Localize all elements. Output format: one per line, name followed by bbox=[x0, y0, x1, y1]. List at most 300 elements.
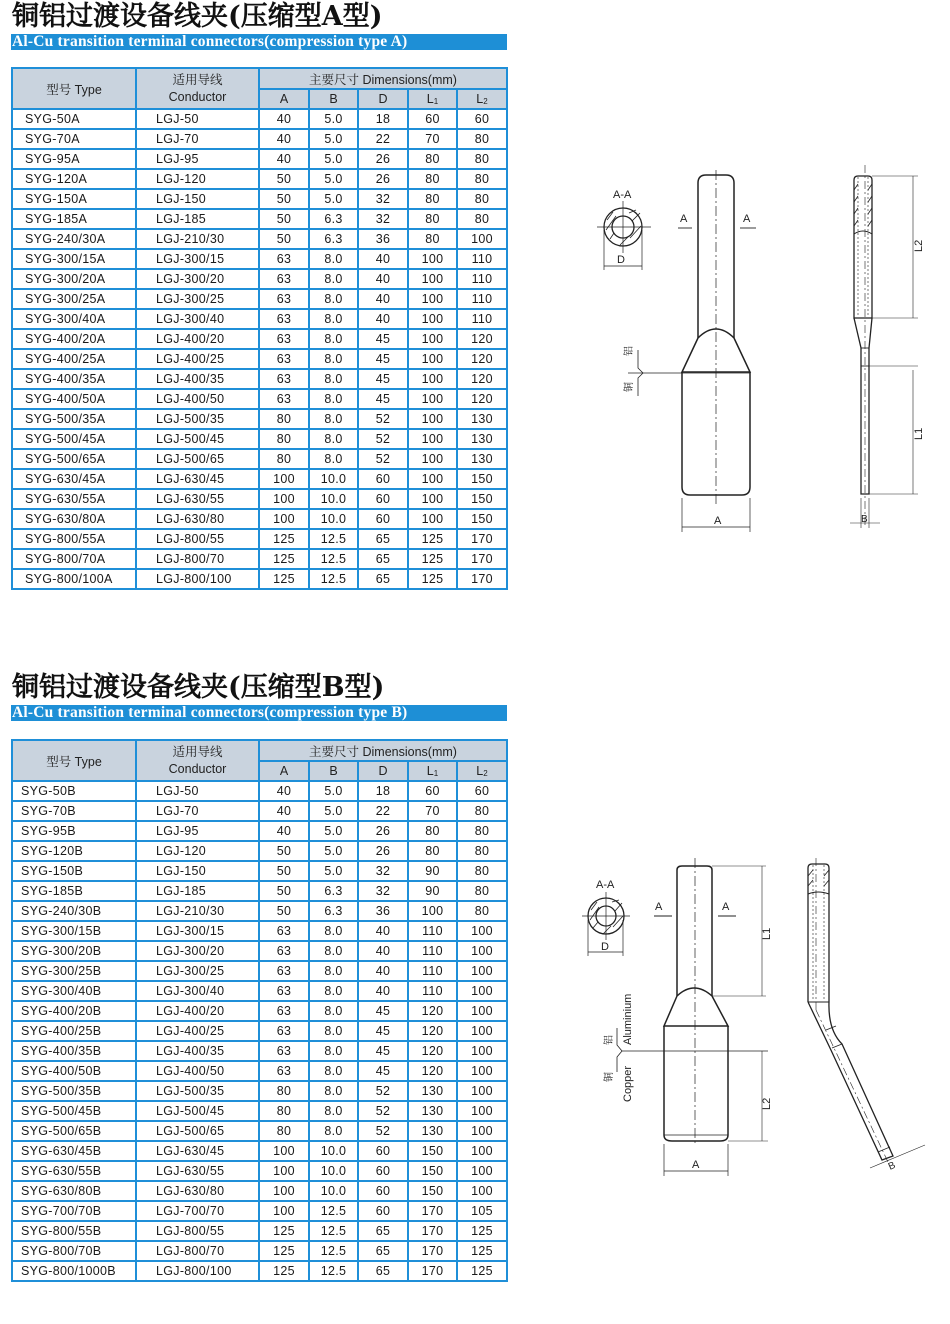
cell-d: 65 bbox=[358, 569, 408, 589]
header-col-l1-letter: L bbox=[426, 92, 434, 106]
cell-d: 22 bbox=[358, 129, 408, 149]
cell-conductor: LGJ-300/15 bbox=[136, 921, 259, 941]
cell-conductor: LGJ-500/35 bbox=[136, 409, 259, 429]
cell-model: SYG-400/20A bbox=[12, 329, 136, 349]
cell-l2: 80 bbox=[457, 149, 507, 169]
cell-l2: 100 bbox=[457, 1081, 507, 1101]
cell-conductor: LGJ-630/55 bbox=[136, 489, 259, 509]
cell-conductor: LGJ-700/70 bbox=[136, 1201, 259, 1221]
side-barrel-outline bbox=[808, 864, 829, 1002]
cell-conductor: LGJ-300/40 bbox=[136, 309, 259, 329]
cell-model: SYG-240/30B bbox=[12, 901, 136, 921]
cell-d: 45 bbox=[358, 389, 408, 409]
cell-model: SYG-800/55A bbox=[12, 529, 136, 549]
header-conductor-cn: 适用导线 bbox=[172, 744, 223, 759]
cell-b: 12.5 bbox=[309, 549, 358, 569]
cell-l2: 100 bbox=[457, 1041, 507, 1061]
cell-l2: 170 bbox=[457, 529, 507, 549]
cell-l1: 100 bbox=[408, 369, 457, 389]
cell-b: 5.0 bbox=[309, 189, 358, 209]
cell-a: 80 bbox=[259, 449, 309, 469]
cell-b: 5.0 bbox=[309, 821, 358, 841]
section-a-spec-table bbox=[11, 67, 508, 590]
material-label-al: 铝 bbox=[604, 1035, 615, 1045]
cell-model: SYG-300/25A bbox=[12, 289, 136, 309]
cell-a: 80 bbox=[259, 1081, 309, 1101]
cell-conductor: LGJ-800/70 bbox=[136, 549, 259, 569]
cell-a: 50 bbox=[259, 229, 309, 249]
cell-model: SYG-70B bbox=[12, 801, 136, 821]
cell-l2: 125 bbox=[457, 1241, 507, 1261]
cell-model: SYG-400/25B bbox=[12, 1021, 136, 1041]
cell-model: SYG-185A bbox=[12, 209, 136, 229]
table-row bbox=[12, 389, 507, 409]
cell-model: SYG-500/35B bbox=[12, 1081, 136, 1101]
table-row bbox=[12, 1261, 507, 1281]
side-blade-centerline bbox=[816, 1010, 888, 1162]
cut-label-right: A bbox=[743, 213, 751, 225]
cell-a: 50 bbox=[259, 841, 309, 861]
side-hatching bbox=[808, 870, 829, 886]
cell-conductor: LGJ-630/55 bbox=[136, 1161, 259, 1181]
header-col-d: D bbox=[358, 761, 408, 781]
cell-conductor: LGJ-400/50 bbox=[136, 389, 259, 409]
table-row bbox=[12, 1181, 507, 1201]
cell-conductor: LGJ-500/65 bbox=[136, 449, 259, 469]
cell-l2: 80 bbox=[457, 801, 507, 821]
cell-l1: 60 bbox=[408, 109, 457, 129]
cell-d: 52 bbox=[358, 1121, 408, 1141]
cell-l1: 170 bbox=[408, 1241, 457, 1261]
cell-a: 40 bbox=[259, 149, 309, 169]
cell-b: 8.0 bbox=[309, 1001, 358, 1021]
cell-model: SYG-800/55B bbox=[12, 1221, 136, 1241]
table-row bbox=[12, 941, 507, 961]
cell-model: SYG-300/40B bbox=[12, 981, 136, 1001]
cell-a: 63 bbox=[259, 1001, 309, 1021]
cell-a: 63 bbox=[259, 329, 309, 349]
cell-a: 63 bbox=[259, 961, 309, 981]
cell-a: 100 bbox=[259, 489, 309, 509]
cell-b: 6.3 bbox=[309, 901, 358, 921]
cell-a: 63 bbox=[259, 389, 309, 409]
cell-conductor: LGJ-500/45 bbox=[136, 1101, 259, 1121]
table-row bbox=[12, 1021, 507, 1041]
header-col-b: B bbox=[309, 761, 358, 781]
cell-model: SYG-150A bbox=[12, 189, 136, 209]
dim-label-a: A bbox=[714, 515, 722, 527]
header-col-l2 bbox=[457, 89, 507, 109]
cell-b: 5.0 bbox=[309, 109, 358, 129]
cell-b: 8.0 bbox=[309, 309, 358, 329]
header-col-a: A bbox=[259, 761, 309, 781]
table-row bbox=[12, 781, 507, 801]
cell-a: 63 bbox=[259, 981, 309, 1001]
cell-l1: 80 bbox=[408, 209, 457, 229]
cell-b: 8.0 bbox=[309, 369, 358, 389]
cell-d: 32 bbox=[358, 881, 408, 901]
cell-l1: 100 bbox=[408, 309, 457, 329]
cell-conductor: LGJ-50 bbox=[136, 109, 259, 129]
cell-conductor: LGJ-800/55 bbox=[136, 1221, 259, 1241]
cell-model: SYG-500/45B bbox=[12, 1101, 136, 1121]
cell-l1: 80 bbox=[408, 841, 457, 861]
cell-l2: 110 bbox=[457, 269, 507, 289]
table-row bbox=[12, 469, 507, 489]
cell-l1: 120 bbox=[408, 1021, 457, 1041]
cell-d: 26 bbox=[358, 149, 408, 169]
cell-b: 10.0 bbox=[309, 489, 358, 509]
cell-l2: 150 bbox=[457, 509, 507, 529]
cell-model: SYG-400/35A bbox=[12, 369, 136, 389]
cell-l1: 70 bbox=[408, 129, 457, 149]
table-row bbox=[12, 229, 507, 249]
cell-b: 8.0 bbox=[309, 1101, 358, 1121]
cell-b: 6.3 bbox=[309, 881, 358, 901]
cell-l2: 130 bbox=[457, 449, 507, 469]
cell-l1: 100 bbox=[408, 409, 457, 429]
cell-l2: 100 bbox=[457, 229, 507, 249]
cell-l1: 170 bbox=[408, 1201, 457, 1221]
cell-a: 125 bbox=[259, 1221, 309, 1241]
table-row bbox=[12, 901, 507, 921]
cell-a: 100 bbox=[259, 1141, 309, 1161]
cell-l1: 100 bbox=[408, 249, 457, 269]
cell-l1: 90 bbox=[408, 861, 457, 881]
cell-model: SYG-240/30A bbox=[12, 229, 136, 249]
cell-l1: 100 bbox=[408, 449, 457, 469]
cell-model: SYG-300/15B bbox=[12, 921, 136, 941]
cell-l2: 125 bbox=[457, 1221, 507, 1241]
cell-l1: 110 bbox=[408, 921, 457, 941]
header-conductor-en: Conductor bbox=[168, 89, 227, 104]
table-row bbox=[12, 349, 507, 369]
cell-b: 5.0 bbox=[309, 129, 358, 149]
side-blade-outline bbox=[854, 318, 872, 494]
cell-a: 63 bbox=[259, 369, 309, 389]
cell-b: 5.0 bbox=[309, 169, 358, 189]
cell-d: 40 bbox=[358, 941, 408, 961]
cell-l1: 130 bbox=[408, 1081, 457, 1101]
table-row bbox=[12, 549, 507, 569]
cell-model: SYG-630/55B bbox=[12, 1161, 136, 1181]
cell-conductor: LGJ-400/35 bbox=[136, 369, 259, 389]
table-row bbox=[12, 149, 507, 169]
cell-b: 12.5 bbox=[309, 1261, 358, 1281]
material-label-cu: 铜 bbox=[604, 1072, 615, 1082]
dim-label-l2: L2 bbox=[761, 1097, 773, 1110]
cell-l2: 100 bbox=[457, 921, 507, 941]
header-conductor-cn: 适用导线 bbox=[172, 72, 223, 87]
cell-l1: 110 bbox=[408, 981, 457, 1001]
cell-b: 5.0 bbox=[309, 861, 358, 881]
cell-b: 10.0 bbox=[309, 1181, 358, 1201]
cell-l2: 100 bbox=[457, 1121, 507, 1141]
cell-model: SYG-120A bbox=[12, 169, 136, 189]
section-b-front-view bbox=[617, 858, 768, 1176]
cell-l1: 100 bbox=[408, 429, 457, 449]
side-barrel-break bbox=[808, 892, 829, 894]
cell-a: 50 bbox=[259, 169, 309, 189]
cell-l2: 150 bbox=[457, 469, 507, 489]
cell-l1: 100 bbox=[408, 901, 457, 921]
table-row bbox=[12, 1041, 507, 1061]
cell-d: 65 bbox=[358, 529, 408, 549]
material-label-cu-en: Copper bbox=[622, 1065, 634, 1102]
cell-b: 8.0 bbox=[309, 1061, 358, 1081]
cell-model: SYG-50A bbox=[12, 109, 136, 129]
cell-l1: 60 bbox=[408, 781, 457, 801]
cell-conductor: LGJ-120 bbox=[136, 169, 259, 189]
cell-l1: 100 bbox=[408, 509, 457, 529]
header-col-l2-letter: L bbox=[476, 92, 484, 106]
cell-d: 40 bbox=[358, 961, 408, 981]
cell-conductor: LGJ-300/20 bbox=[136, 941, 259, 961]
table-row bbox=[12, 369, 507, 389]
table-row bbox=[12, 409, 507, 429]
cell-a: 100 bbox=[259, 509, 309, 529]
table-row bbox=[12, 1201, 507, 1221]
cell-l2: 170 bbox=[457, 569, 507, 589]
cell-a: 50 bbox=[259, 881, 309, 901]
table-row bbox=[12, 449, 507, 469]
cell-a: 125 bbox=[259, 1261, 309, 1281]
cell-l2: 100 bbox=[457, 1021, 507, 1041]
cell-d: 45 bbox=[358, 349, 408, 369]
cell-l2: 80 bbox=[457, 881, 507, 901]
cell-model: SYG-800/100A bbox=[12, 569, 136, 589]
cell-l1: 100 bbox=[408, 349, 457, 369]
cell-l1: 125 bbox=[408, 569, 457, 589]
table-row bbox=[12, 1241, 507, 1261]
section-a-title-en-banner: Al-Cu transition terminal connectors(compression type A) bbox=[11, 34, 507, 50]
cell-conductor: LGJ-210/30 bbox=[136, 901, 259, 921]
cell-model: SYG-120B bbox=[12, 841, 136, 861]
cell-d: 32 bbox=[358, 209, 408, 229]
cell-a: 100 bbox=[259, 1181, 309, 1201]
cell-model: SYG-630/45B bbox=[12, 1141, 136, 1161]
cell-conductor: LGJ-150 bbox=[136, 861, 259, 881]
cell-conductor: LGJ-95 bbox=[136, 821, 259, 841]
table-row bbox=[12, 1161, 507, 1181]
cell-a: 80 bbox=[259, 429, 309, 449]
cell-b: 8.0 bbox=[309, 349, 358, 369]
cell-l2: 100 bbox=[457, 1061, 507, 1081]
table-row bbox=[12, 981, 507, 1001]
cell-conductor: LGJ-300/40 bbox=[136, 981, 259, 1001]
cell-model: SYG-800/70B bbox=[12, 1241, 136, 1261]
cell-b: 8.0 bbox=[309, 249, 358, 269]
cell-d: 18 bbox=[358, 781, 408, 801]
cell-b: 10.0 bbox=[309, 1141, 358, 1161]
header-col-l1 bbox=[408, 761, 457, 781]
cell-b: 8.0 bbox=[309, 449, 358, 469]
cell-d: 45 bbox=[358, 1061, 408, 1081]
cell-a: 40 bbox=[259, 821, 309, 841]
cell-b: 8.0 bbox=[309, 1041, 358, 1061]
header-col-l1 bbox=[408, 89, 457, 109]
cell-d: 60 bbox=[358, 1201, 408, 1221]
cell-a: 63 bbox=[259, 289, 309, 309]
cell-conductor: LGJ-185 bbox=[136, 881, 259, 901]
transition-taper bbox=[664, 996, 728, 1026]
cell-l1: 150 bbox=[408, 1181, 457, 1201]
cell-b: 5.0 bbox=[309, 801, 358, 821]
table-row bbox=[12, 109, 507, 129]
cell-d: 60 bbox=[358, 1141, 408, 1161]
table-row bbox=[12, 429, 507, 449]
table-row bbox=[12, 861, 507, 881]
cell-conductor: LGJ-300/25 bbox=[136, 961, 259, 981]
cell-l2: 105 bbox=[457, 1201, 507, 1221]
cell-b: 6.3 bbox=[309, 209, 358, 229]
cell-b: 8.0 bbox=[309, 409, 358, 429]
section-a-title-cn: 铜铝过渡设备线夹(压缩型A型) bbox=[12, 1, 383, 32]
dim-label-d: D bbox=[617, 254, 625, 266]
cell-d: 65 bbox=[358, 1261, 408, 1281]
table-row bbox=[12, 129, 507, 149]
cell-l2: 110 bbox=[457, 309, 507, 329]
cell-l1: 125 bbox=[408, 529, 457, 549]
header-col-l1-letter: L bbox=[426, 764, 434, 778]
cell-l2: 170 bbox=[457, 549, 507, 569]
cell-l1: 170 bbox=[408, 1221, 457, 1241]
dim-label-l2: L2 bbox=[913, 239, 925, 252]
cell-l2: 100 bbox=[457, 1161, 507, 1181]
table-row bbox=[12, 209, 507, 229]
cell-l2: 100 bbox=[457, 1001, 507, 1021]
section-a-side-view bbox=[850, 165, 918, 528]
cell-l1: 70 bbox=[408, 801, 457, 821]
cell-a: 80 bbox=[259, 1101, 309, 1121]
cell-conductor: LGJ-120 bbox=[136, 841, 259, 861]
cell-b: 12.5 bbox=[309, 529, 358, 549]
cell-a: 63 bbox=[259, 1061, 309, 1081]
cell-a: 80 bbox=[259, 1121, 309, 1141]
cell-model: SYG-400/50A bbox=[12, 389, 136, 409]
cell-d: 65 bbox=[358, 549, 408, 569]
table-row bbox=[12, 569, 507, 589]
cell-l2: 80 bbox=[457, 169, 507, 189]
cell-conductor: LGJ-95 bbox=[136, 149, 259, 169]
cell-model: SYG-500/35A bbox=[12, 409, 136, 429]
cell-conductor: LGJ-400/50 bbox=[136, 1061, 259, 1081]
section-b-title-en-banner: Al-Cu transition terminal connectors(compression type B) bbox=[11, 705, 507, 721]
cell-a: 63 bbox=[259, 1041, 309, 1061]
cell-conductor: LGJ-500/65 bbox=[136, 1121, 259, 1141]
cell-d: 52 bbox=[358, 449, 408, 469]
cell-b: 8.0 bbox=[309, 389, 358, 409]
cell-l2: 80 bbox=[457, 821, 507, 841]
cell-a: 63 bbox=[259, 921, 309, 941]
cell-d: 52 bbox=[358, 429, 408, 449]
cell-model: SYG-630/80B bbox=[12, 1181, 136, 1201]
cell-b: 8.0 bbox=[309, 1121, 358, 1141]
table-row bbox=[12, 529, 507, 549]
side-bend-mark-2 bbox=[832, 1044, 842, 1048]
cell-model: SYG-70A bbox=[12, 129, 136, 149]
cell-model: SYG-400/50B bbox=[12, 1061, 136, 1081]
cell-conductor: LGJ-630/45 bbox=[136, 1141, 259, 1161]
cell-b: 8.0 bbox=[309, 1021, 358, 1041]
cell-a: 50 bbox=[259, 189, 309, 209]
section-a-table-body bbox=[12, 109, 507, 589]
cell-a: 63 bbox=[259, 349, 309, 369]
cell-conductor: LGJ-150 bbox=[136, 189, 259, 209]
cell-conductor: LGJ-400/20 bbox=[136, 1001, 259, 1021]
cell-l2: 100 bbox=[457, 941, 507, 961]
table-row bbox=[12, 489, 507, 509]
cell-l1: 120 bbox=[408, 1041, 457, 1061]
cell-model: SYG-800/70A bbox=[12, 549, 136, 569]
cell-conductor: LGJ-300/20 bbox=[136, 269, 259, 289]
cell-d: 60 bbox=[358, 489, 408, 509]
material-label-al: 铝 bbox=[624, 346, 635, 356]
cell-l1: 100 bbox=[408, 269, 457, 289]
dim-label-l1: L1 bbox=[913, 427, 925, 440]
cell-d: 26 bbox=[358, 821, 408, 841]
cell-a: 40 bbox=[259, 781, 309, 801]
cell-b: 8.0 bbox=[309, 289, 358, 309]
cell-d: 52 bbox=[358, 1101, 408, 1121]
cell-conductor: LGJ-500/35 bbox=[136, 1081, 259, 1101]
cell-a: 63 bbox=[259, 249, 309, 269]
table-row bbox=[12, 881, 507, 901]
dim-label-d: D bbox=[601, 941, 609, 953]
cell-d: 45 bbox=[358, 369, 408, 389]
cell-l2: 80 bbox=[457, 189, 507, 209]
cell-l2: 110 bbox=[457, 289, 507, 309]
cell-l2: 130 bbox=[457, 409, 507, 429]
cell-model: SYG-300/20A bbox=[12, 269, 136, 289]
side-barrel-break bbox=[854, 231, 872, 234]
cell-model: SYG-150B bbox=[12, 861, 136, 881]
cell-model: SYG-800/1000B bbox=[12, 1261, 136, 1281]
cell-a: 63 bbox=[259, 309, 309, 329]
cell-d: 32 bbox=[358, 861, 408, 881]
cell-b: 8.0 bbox=[309, 429, 358, 449]
header-col-l2 bbox=[457, 761, 507, 781]
cell-l2: 130 bbox=[457, 429, 507, 449]
header-type: 型号 Type bbox=[12, 740, 136, 781]
table-row bbox=[12, 189, 507, 209]
cell-model: SYG-630/55A bbox=[12, 489, 136, 509]
cell-d: 60 bbox=[358, 1161, 408, 1181]
cell-model: SYG-500/45A bbox=[12, 429, 136, 449]
cell-b: 8.0 bbox=[309, 921, 358, 941]
cell-d: 52 bbox=[358, 409, 408, 429]
cell-conductor: LGJ-630/45 bbox=[136, 469, 259, 489]
cell-b: 5.0 bbox=[309, 149, 358, 169]
cell-l1: 120 bbox=[408, 1061, 457, 1081]
cell-b: 8.0 bbox=[309, 1081, 358, 1101]
cell-l2: 100 bbox=[457, 961, 507, 981]
cell-a: 100 bbox=[259, 1201, 309, 1221]
table-row bbox=[12, 509, 507, 529]
table-row bbox=[12, 269, 507, 289]
cell-l1: 110 bbox=[408, 941, 457, 961]
cell-l2: 100 bbox=[457, 1141, 507, 1161]
cell-l1: 90 bbox=[408, 881, 457, 901]
cell-conductor: LGJ-50 bbox=[136, 781, 259, 801]
cell-l2: 120 bbox=[457, 369, 507, 389]
table-row bbox=[12, 1081, 507, 1101]
cell-d: 36 bbox=[358, 229, 408, 249]
cell-l1: 150 bbox=[408, 1141, 457, 1161]
cell-conductor: LGJ-800/55 bbox=[136, 529, 259, 549]
dim-label-a: A bbox=[692, 1159, 700, 1171]
cell-d: 40 bbox=[358, 981, 408, 1001]
